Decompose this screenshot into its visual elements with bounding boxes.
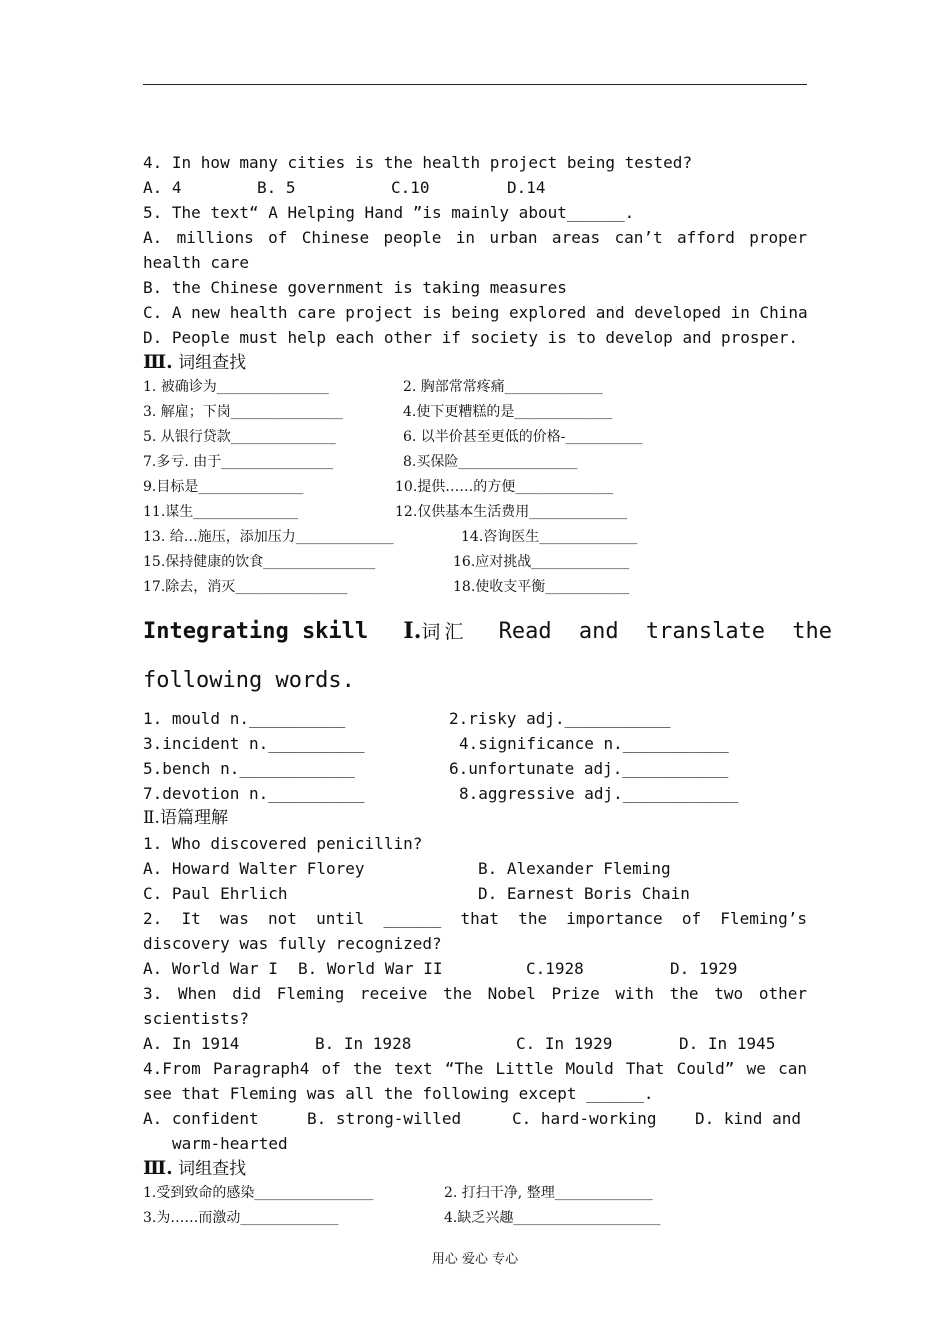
list-row [143, 425, 807, 450]
list-item: 1. mould n.__________ [143, 709, 346, 728]
option: B. 5 [257, 178, 296, 197]
section-2-heading: Ⅱ.语篇理解 [143, 808, 228, 828]
list-row [143, 706, 807, 731]
section-title: 词汇 [421, 621, 468, 643]
comprehension-q3-cont: scientists? [143, 1009, 249, 1028]
option: D.14 [507, 178, 546, 197]
comprehension-q2: 2. It was not until ______ that the importance of Fleming’s [143, 909, 807, 928]
list-item: 16.应对挑战______________ [453, 554, 630, 570]
q4-option-d-cont: warm-hearted [172, 1134, 288, 1153]
section-number: Ⅲ. [143, 351, 173, 373]
option: A. In 1914 [143, 1034, 240, 1053]
list-row [143, 525, 807, 550]
list-item: 3.incident n.__________ [143, 734, 365, 753]
list-row [143, 450, 807, 475]
comprehension-q2-cont: discovery was fully recognized? [143, 934, 442, 953]
integrating-heading [143, 606, 833, 656]
question-5-option-c: C. A new health care project is being explored and developed in China [143, 303, 808, 322]
option: B. World War II [298, 959, 443, 978]
option: A. World War I [143, 959, 278, 978]
list-item: 10.提供……的方便______________ [395, 479, 614, 495]
list-item: 6. 以半价甚至更低的价格-___________ [403, 429, 643, 445]
section-3-heading [143, 350, 807, 375]
option: A. Howard Walter Florey [143, 859, 365, 878]
integrating-title: Integrating skill [143, 619, 369, 644]
list-item: 7.多亏. 由于________________ [143, 454, 334, 470]
comprehension-q4: 4.From Paragraph4 of the text “The Little Mould That Could” we can [143, 1059, 807, 1078]
question-4-options [143, 175, 807, 200]
list-item: 4.significance n.___________ [459, 734, 729, 753]
section-3b-heading [143, 1156, 807, 1181]
list-item: 11.谋生_______________ [143, 504, 299, 520]
page-content [143, 150, 833, 1231]
list-item: 12.仅供基本生活费用______________ [395, 504, 628, 520]
option: D. kind and [695, 1109, 801, 1128]
list-row [143, 731, 807, 756]
list-item: 4.使下更糟糕的是______________ [403, 404, 613, 420]
section-title: 词组查找 [178, 353, 247, 373]
question-5: 5. The text“ A Helping Hand ”is mainly about______. [143, 203, 635, 222]
option: A. confident [143, 1109, 259, 1128]
list-item: 2.risky adj.___________ [449, 709, 671, 728]
q2-options [143, 956, 807, 981]
list-item: 5. 从银行贷款_______________ [143, 429, 336, 445]
comprehension-q4-cont: see that Fleming was all the following except ______. [143, 1084, 654, 1103]
list-item: 4.缺乏兴趣_____________________ [444, 1210, 661, 1226]
list-item: 3.为……而激动______________ [143, 1210, 339, 1226]
list-item: 2. 打扫干净, 整理______________ [444, 1185, 653, 1201]
option: C.10 [391, 178, 430, 197]
section-number: Ⅲ. [143, 1157, 173, 1179]
list-item: 1. 被确诊为________________ [143, 379, 329, 395]
list-row [143, 1181, 807, 1206]
list-row [143, 756, 807, 781]
question-5-option-a: A. millions of Chinese people in urban areas can’t afford proper [143, 228, 807, 247]
list-item: 17.除去，消灭________________ [143, 579, 348, 595]
option: D. 1929 [670, 959, 738, 978]
list-item: 3. 解雇；下岗________________ [143, 404, 343, 420]
q4-options [143, 1106, 807, 1131]
integrating-instruction: Read and translate the [498, 619, 833, 644]
list-item: 8.aggressive adj.____________ [459, 784, 739, 803]
list-item: 13. 给…施压，添加压力______________ [143, 529, 394, 545]
list-row [143, 575, 807, 600]
comprehension-q1: 1. Who discovered penicillin? [143, 834, 423, 853]
list-item: 1.受到致命的感染_________________ [143, 1185, 374, 1201]
phrase-list [143, 375, 807, 600]
vocab-list [143, 706, 807, 806]
list-row [143, 475, 807, 500]
q1-options-row1 [143, 856, 807, 881]
list-item: 7.devotion n.__________ [143, 784, 365, 803]
question-5-option-d: D. People must help each other if society is to develop and prosper. [143, 328, 799, 347]
list-item: 9.目标是_______________ [143, 479, 304, 495]
list-item: 5.bench n.____________ [143, 759, 355, 778]
option: B. In 1928 [315, 1034, 412, 1053]
section-title: 词组查找 [178, 1159, 247, 1179]
option: D. In 1945 [679, 1034, 776, 1053]
q3-options [143, 1031, 807, 1056]
option: C. hard-working [512, 1109, 657, 1128]
list-item: 15.保持健康的饮食________________ [143, 554, 376, 570]
option: C. In 1929 [516, 1034, 613, 1053]
phrase-list [143, 1181, 807, 1231]
option: C. Paul Ehrlich [143, 884, 288, 903]
list-row [143, 781, 807, 806]
list-row [143, 375, 807, 400]
list-row [143, 500, 807, 525]
list-item: 8.买保险_________________ [403, 454, 578, 470]
option: C.1928 [526, 959, 584, 978]
list-item: 6.unfortunate adj.___________ [449, 759, 729, 778]
option: A. 4 [143, 178, 182, 197]
option: D. Earnest Boris Chain [478, 884, 690, 903]
option: B. strong-willed [307, 1109, 462, 1128]
list-item: 18.使收支平衡____________ [453, 579, 630, 595]
integrating-instruction-cont: following words. [143, 668, 355, 693]
list-item: 2. 胸部常常疼痛______________ [403, 379, 603, 395]
list-row [143, 550, 807, 575]
list-row [143, 1206, 807, 1231]
option: B. Alexander Fleming [478, 859, 671, 878]
section-number: Ⅰ. [403, 618, 422, 644]
header-rule [143, 84, 807, 85]
question-5-option-a-cont: health care [143, 253, 249, 272]
question-4: 4. In how many cities is the health project being tested? [143, 153, 693, 172]
page-footer: 用心 爱心 专心 [431, 1252, 519, 1267]
list-row [143, 400, 807, 425]
question-5-option-b: B. the Chinese government is taking measures [143, 278, 567, 297]
list-item: 14.咨询医生______________ [461, 529, 638, 545]
q1-options-row2 [143, 881, 807, 906]
comprehension-q3: 3. When did Fleming receive the Nobel Prize with the two other [143, 984, 807, 1003]
